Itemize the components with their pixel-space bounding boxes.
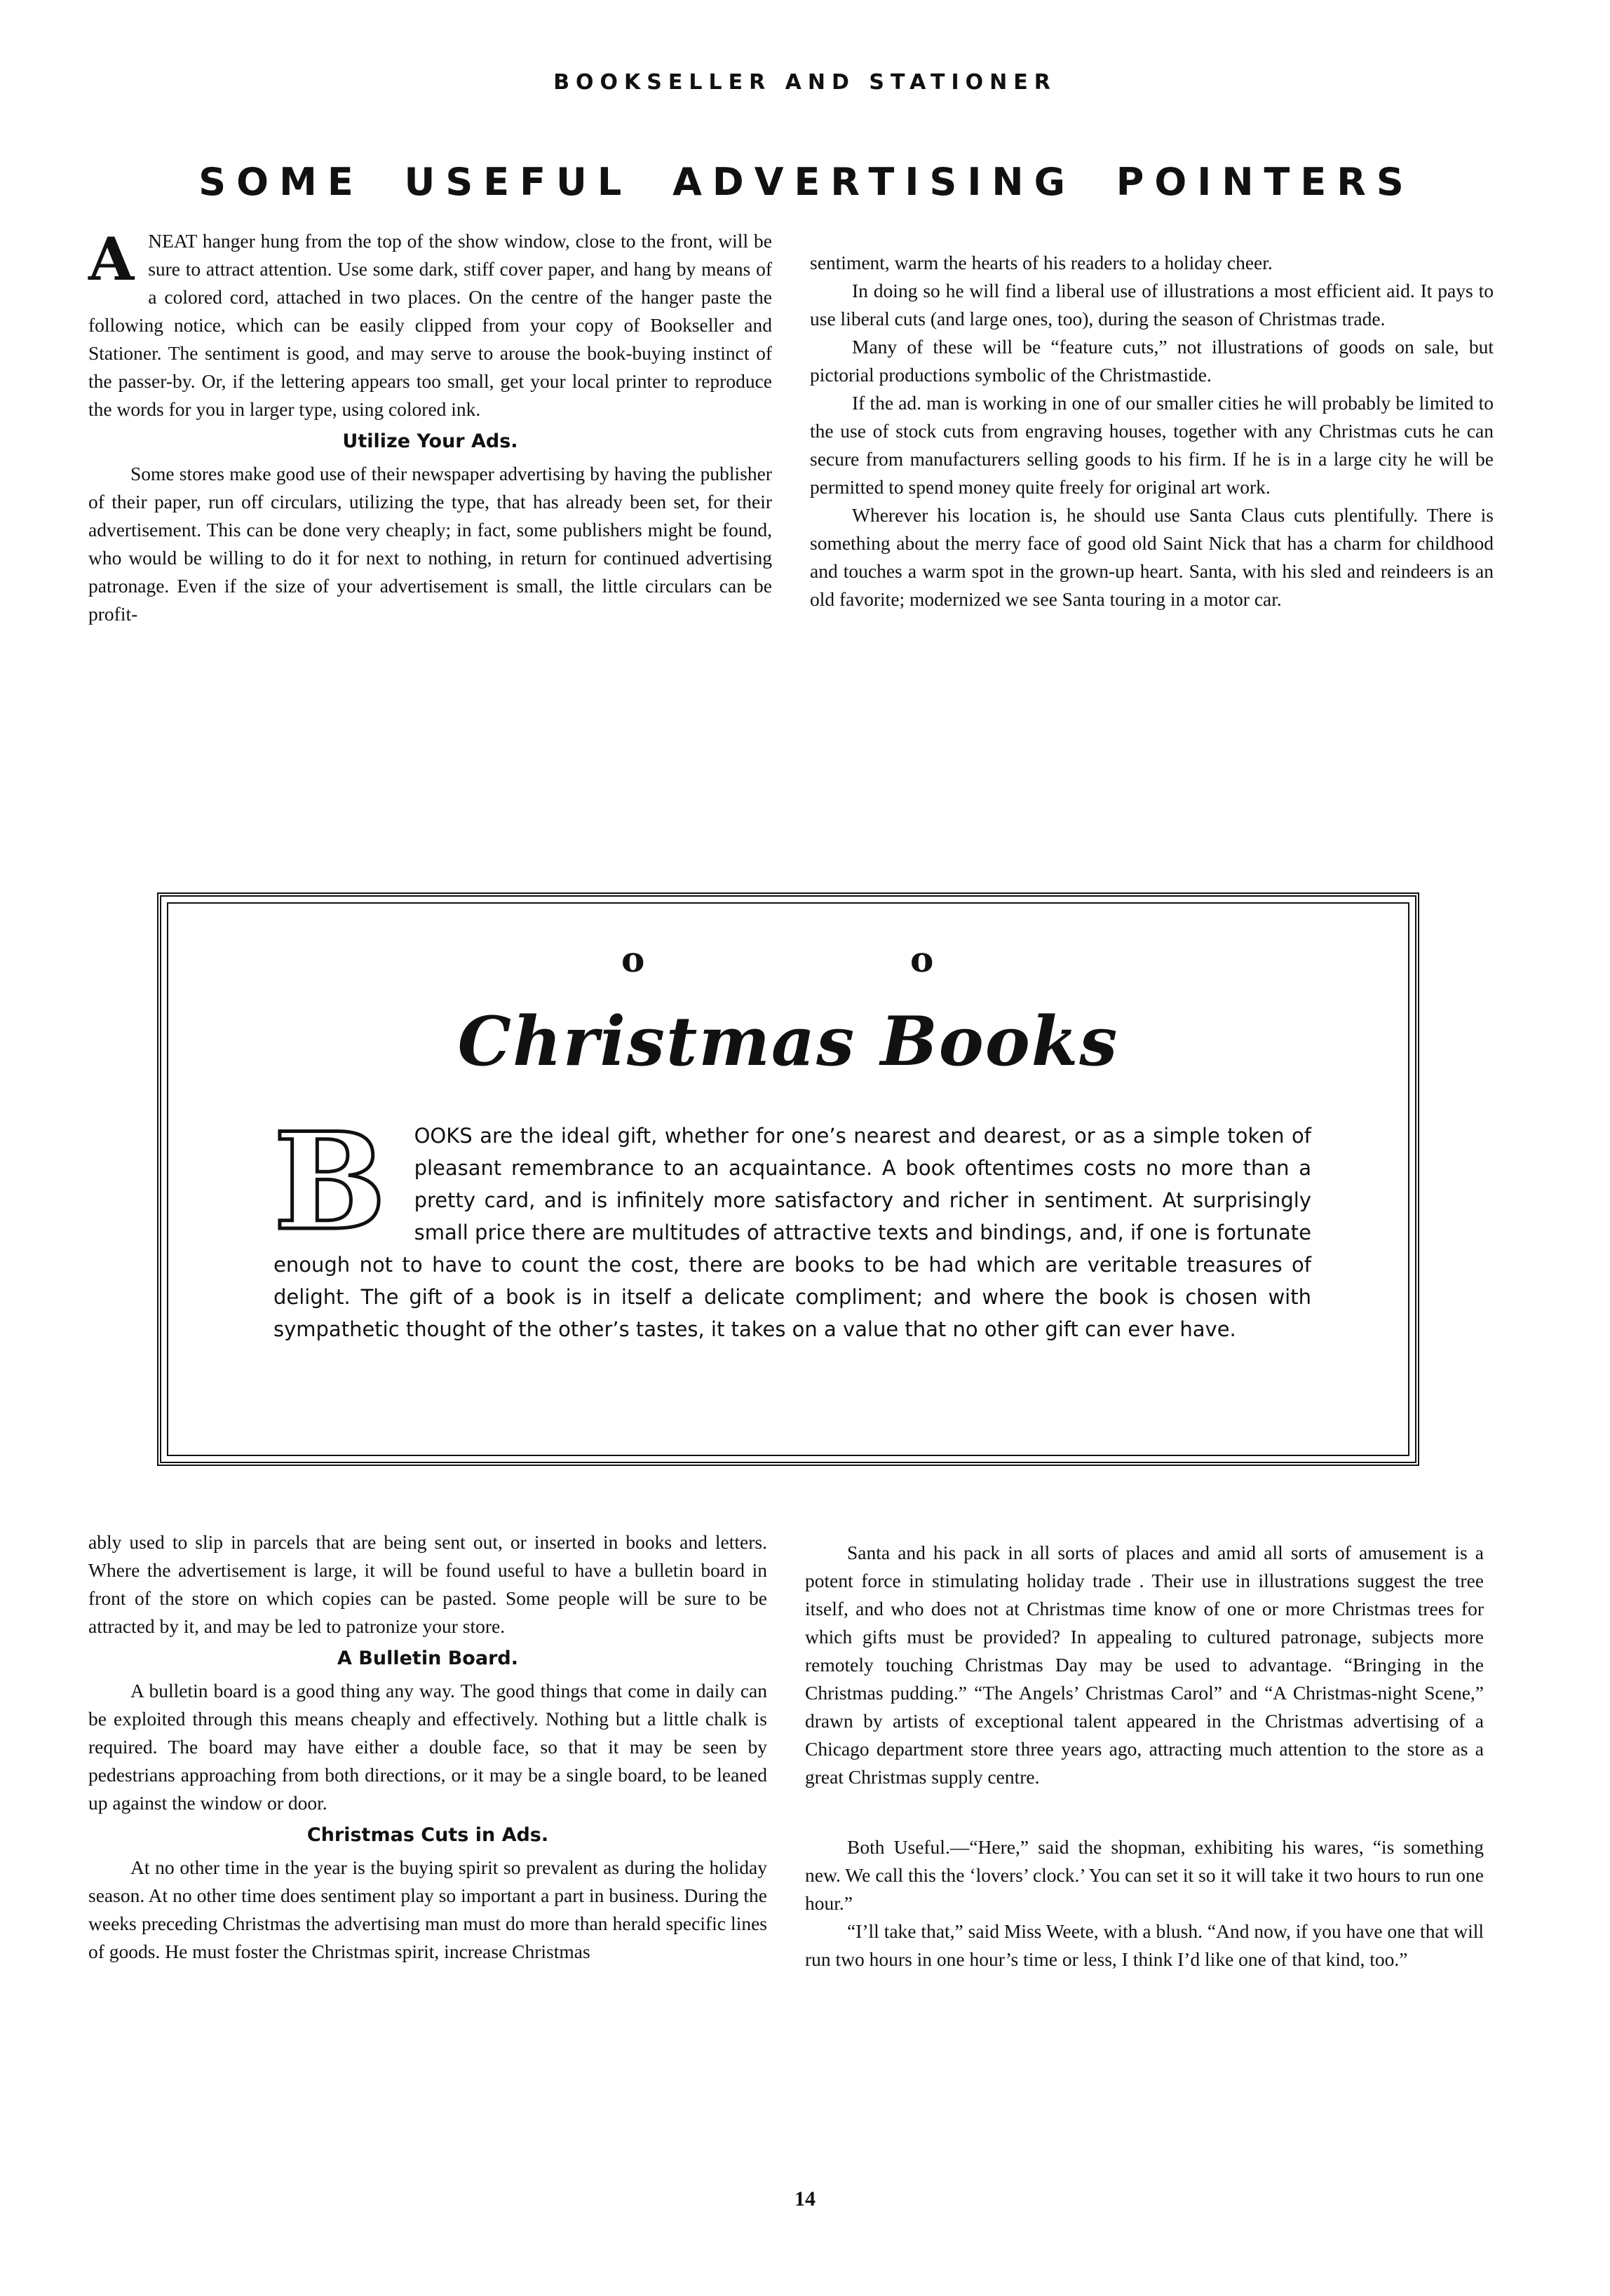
paragraph-text: NEAT hanger hung from the top of the show window, close to the front, will be sure to attract attention. Use some dark, stiff cover paper, and hang by means of a colored cord, attached in two places. On the centre of the hanger paste the following notice, which can be easily clipped from your copy of Bookseller and Stationer. The sentiment is good, and may serve to arouse the book-buying instinct of the passer-by. Or, if the lettering appears too small, get your local printer to reproduce the words for you in larger type, using colored ink. xyxy=(88,230,772,420)
article-title: SOME USEFUL ADVERTISING POINTERS xyxy=(198,160,1414,204)
paragraph: If the ad. man is working in one of our smaller cities he will probably be limited to the use of stock cuts from engraving houses, together with any Christmas cuts he can secure from manufacturers selling goods to his firm. If he is in a large city he will be permitted to spend money quite freely for original art work. xyxy=(810,392,1494,498)
paragraph: sentiment, warm the hearts of his readers to a holiday cheer. xyxy=(810,252,1273,273)
paragraph: Some stores make good use of their newspaper advertising by having the publisher of their paper, run off circulars, utilizing the type, that has already been set, for their advertisement. This can be done very cheaply; in fact, some publishers might be found, who would be willing to do it for next to nothing, in return for continued advertising patronage. Even if the size of your advertisement is small, the little circulars can be profit- xyxy=(88,463,772,625)
paragraph: Santa and his pack in all sorts of places and amid all sorts of amusement is a potent force in stimulating holiday trade . Their use in illustrations suggest the tree itself, and who does not at Christmas time know of one or more Christmas trees for which gifts must be provided? In appealing to cultured patronage, subjects more remotely touching Christmas Day may be used to advantage. “Bringing in the Christmas pudding.” “The Angels’ Christmas Carol” and “A Christmas-night Scene,” drawn by artists of exceptional talent appeared in the Christmas advertising of a Chicago department store three years ago, attracting much attention to the store as a great Christmas supply centre. xyxy=(805,1542,1484,1788)
notice-body: OOKS are the ideal gift, whether for one’s nearest and dearest, or as a simple token of pleasant remembrance to an acquaintance. A book oftentimes costs no more than a pretty card, and is infinitely more satisfactory and richer in sentiment. At surprisingly small price there are multitudes of attractive texts and bindings, and, if one is fortunate enough not to have to count the cost, there are books to be had which are veritable treasures of delight. The gift of a book is in itself a delicate compliment; and where the book is chosen with sympathetic thought of the other’s tastes, it takes on a value that no other gift can ever have. xyxy=(273,1124,1311,1341)
ornament-icon: o xyxy=(910,939,934,980)
paragraph: In doing so he will find a liberal use of illustrations a most efficient aid. It pays to use liberal cuts (and large ones, too), during the season of Christmas trade. xyxy=(810,280,1494,330)
notice-title: Christmas Books xyxy=(457,1002,1119,1081)
spacer xyxy=(805,1791,1484,1833)
paragraph xyxy=(88,224,772,423)
christmas-books-notice xyxy=(157,892,1419,1466)
page-number: 14 xyxy=(794,2187,816,2210)
paragraph: “I’ll take that,” said Miss Weete, with a blush. “And now, if you have one that will run two hours in one hour’s time or less, I think I’d like one of that kind, too.” xyxy=(805,1920,1484,1970)
column-2 xyxy=(810,249,1494,613)
paragraph: At no other time in the year is the buying spirit so prevalent as during the holiday season. At no other time does sentiment play so important a part in business. During the weeks preceding Christmas the advertising man must do more than herald specific lines of goods. He must foster the Christmas spirit, increase Christmas xyxy=(88,1856,767,1962)
running-head: BOOKSELLER AND STATIONER xyxy=(553,70,1057,95)
subheading-utilize-your-ads: Utilize Your Ads. xyxy=(342,430,518,452)
notice-text xyxy=(273,1103,1311,1345)
drop-cap: B xyxy=(273,1103,386,1260)
paragraph: Wherever his location is, he should use Santa Claus cuts plentifully. There is something about the merry face of good old Saint Nick that has a charm for childhood and touches a warm spot in the grown-up heart. Santa, with his sled and reindeers is an old favorite; modernized we see Santa touring in a motor car. xyxy=(810,504,1494,610)
ornament-icon: o xyxy=(621,939,645,980)
paragraph: Many of these will be “feature cuts,” not illustrations of goods on sale, but pictorial productions symbolic of the Christmastide. xyxy=(810,336,1494,386)
subheading-christmas-cuts: Christmas Cuts in Ads. xyxy=(306,1824,549,1846)
paragraph: Both Useful.—“Here,” said the shopman, exhibiting his wares, “is something new. We call this the ‘lovers’ clock.’ You can set it so it will take it two hours to run one hour.” xyxy=(805,1836,1484,1914)
paragraph: A bulletin board is a good thing any way. The good things that come in daily can be exploited through this means cheaply and effectively. Nothing but a little chalk is required. The board may have either a double face, so that it may be seen by pedestrians approaching from both directions, or it may be a single board, to be leaned up against the window or door. xyxy=(88,1680,767,1814)
paragraph: ably used to slip in parcels that are being sent out, or inserted in books and letters. Where the advertisement is large, it will be found useful to have a bulletin board in front of the store on which copies can be pasted. Some people will be sure to be attracted by it, and may be led to patronize your store. xyxy=(88,1531,767,1637)
column-1 xyxy=(88,224,772,628)
drop-cap: A xyxy=(88,224,135,294)
column-4 xyxy=(805,1539,1484,1974)
column-3 xyxy=(88,1528,767,1966)
subheading-a-bulletin-board: A Bulletin Board. xyxy=(337,1648,518,1669)
